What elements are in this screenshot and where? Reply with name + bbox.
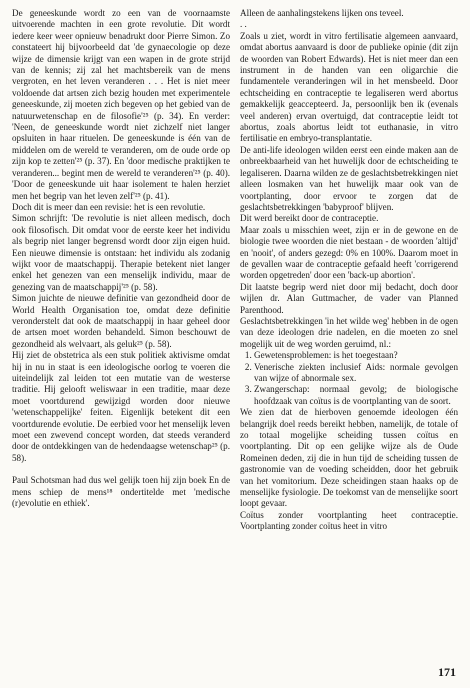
paragraph: Dit werd bereikt door de contraceptie. — [240, 213, 379, 224]
paragraph: Paul Schotsman had dus wel gelijk toen hij zijn boek En de mens schiep de mens¹⁸ ondertitelde met 'medische (r)evolutie en ethiek'. — [12, 475, 230, 509]
numbered-list — [240, 350, 458, 407]
paragraph: Doch dit is meer dan een revisie: het is een revolutie. — [12, 201, 206, 212]
paragraph: Geslachtsbetrekkingen 'in het wilde weg' hebben in de ogen van deze ideologen drie nadelen, en die moeten zo snel mogelijk uit de weg worden geruimd, nl.: — [240, 315, 458, 349]
paragraph: Simon juichte de nieuwe definitie van gezondheid door de World Health Organisation toe, omdat deze definitie veronderstelt dat ook de maatschappij in haar geheel door de artsen moet worden behandeld. Simon beschouwt de gezondheid als welvaart, als geluk²⁵ (p. 58). — [12, 293, 230, 349]
paragraph: Alleen de aanhalingstekens lijken ons teveel. — [240, 8, 404, 18]
two-column-body — [12, 8, 458, 533]
page-number: 171 — [438, 665, 456, 679]
paragraph: Zoals u ziet, wordt in vitro fertilisatie algemeen aanvaard, omdat abortus aanvaard is door de publieke opinie (dit zijn de woorden van Robert Edwards). Het is niet meer dan een instrument in de handen van een oligarchie die fundamentele veranderingen wil in het mensbeeld. Door echtscheiding en contraceptie te legaliseren werd abortus gemakkelijk geaccepteerd. Ja, persoonlijk ben ik (evenals veel anderen) ervan overtuigd, dat contraceptie leidt tot abortus, zoals abortus leidt tot euthanasie, in vitro fertilisatie en embryo-transplantatie. — [240, 30, 458, 144]
paragraph: De anti-life ideologen wilden eerst een einde maken aan de onbreekbaarheid van het huwelijk door de echtscheiding te legaliseren. Daarna wilden ze de geslachtsbetrekkingen niet alleen losmaken van het huwelijk maar ook van de voortplanting, door ervoor te zorgen dat de geslachtsbetrekkingen 'babyproof' blijven. — [240, 144, 458, 212]
paragraph: De geneeskunde wordt zo een van de voornaamste uitvoerende machten in een grote revolutie. Dit wordt iedere keer weer opnieuw benadrukt door Pierre Simon. Zo constateert hij bijvoorbeeld dat 'de gynaecologie op deze wijze de dimensie krijgt van een wapen in de grote strijd van de kennis; zij zal het machtsbereik van de mens vergroten, en het leven veranderen . . . Het is niet meer voldoende dat artsen zich bezig houden met experimentele geneeskunde, zij moeten zich begeven op het gebied van de natuurwetenschap en de filosofie'²⁵ (p. 34). En verder: 'Neen, de geneeskunde wordt niet zichzelf niet langer opsluiten in haar rituelen. De geneeskunde is één van de middelen om de wereld te veranderen, om de oude orde op zijn kop te zetten'²⁵ (p. 37). En 'door medische praktijken te veranderen... begint men de wereld te veranderen'²⁵ (p. 40). 'Door de geneeskunde uit haar isolement te halen herziet men het begrip van het leven zelf'²⁵ (p. 41). — [12, 8, 230, 201]
list-item: 3. Zwangerschap: normaal gevolg; de biologische hoofdzaak van coïtus is de voortplanting van de soort. — [254, 384, 458, 407]
paragraph: Dit laatste begrip werd niet door mij bedacht, doch door wijlen dr. Alan Guttmacher, de vader van Planned Parenthood. — [240, 281, 458, 315]
paragraph: Coïtus zonder voortplanting heet contraceptie. Voortplanting zonder coïtus heet in vitro — [240, 509, 458, 532]
paragraph: We zien dat de hierboven genoemde ideologen één belangrijk doel reeds bereikt hebben, namelijk, de totale of zo totaal mogelijke scheiding tussen coïtus en voortplanting. Dit op een gelijke wijze als de Oude Romeinen deden, zij die in hun tijd de scheiding tussen de gastronomie van de voeding scheidden, door het gebruik van het vomitorium. Deze scheidingen staan haaks op de menselijke fysiologie. De toekomst van de menselijke soort loopt gevaar. — [240, 407, 458, 509]
paragraph: Simon schrijft: 'De revolutie is niet alleen medisch, doch ook filosofisch. Dit omdat voor de eerste keer het individu als begrip niet langer begrensd wordt door zijn eigen huid. Een nieuwe dimensie is ontstaan: het individu als zodanig wijkt voor de maatschappij. Therapie betekent niet langer enkel het genezen van een menselijk individu, maar de genezing van de maatschappij'²⁵ (p. 58). — [12, 213, 230, 292]
paragraph: Maar zoals u misschien weet, zijn er in de gewone en de biologie twee woorden die niet bestaan - de woorden 'altijd' en 'nooit', of anders gezegd: 0% en 100%. Daarom moet in de gevallen waar de contraceptie gefaald heeft 'corrigerend worden opgetreden' door een 'back-up abortion'. — [240, 224, 458, 281]
paragraph-gap — [12, 464, 230, 475]
paragraph: . . — [240, 19, 247, 30]
paragraph: Hij ziet de obstetrica als een stuk politiek aktivisme omdat hij in nu in staat is een ideologische oorlog te voeren die uiteindelijk zal leiden tot een mutatie van de westerse traditie. Hij gelooft weliswaar in een traditie, maar deze moet voortdurend gewijzigd worden door nieuwe 'wetenschappelijke' feiten. Eigenlijk betekent dit een voortdurende evolutie. De eerbied voor het menselijk leven moet een zwevend concept worden, dat steeds veranderd door de ontdekkingen van de hedendaagse wetenschap²⁵ (p. 58). — [12, 350, 230, 463]
list-item: 2. Venerische ziekten inclusief Aids: normale gevolgen van wijze of abnormale sex. — [254, 362, 458, 385]
left-column — [12, 8, 230, 533]
list-item: 1. Gewetensproblemen: is het toegestaan? — [254, 350, 458, 361]
right-column — [240, 8, 458, 533]
